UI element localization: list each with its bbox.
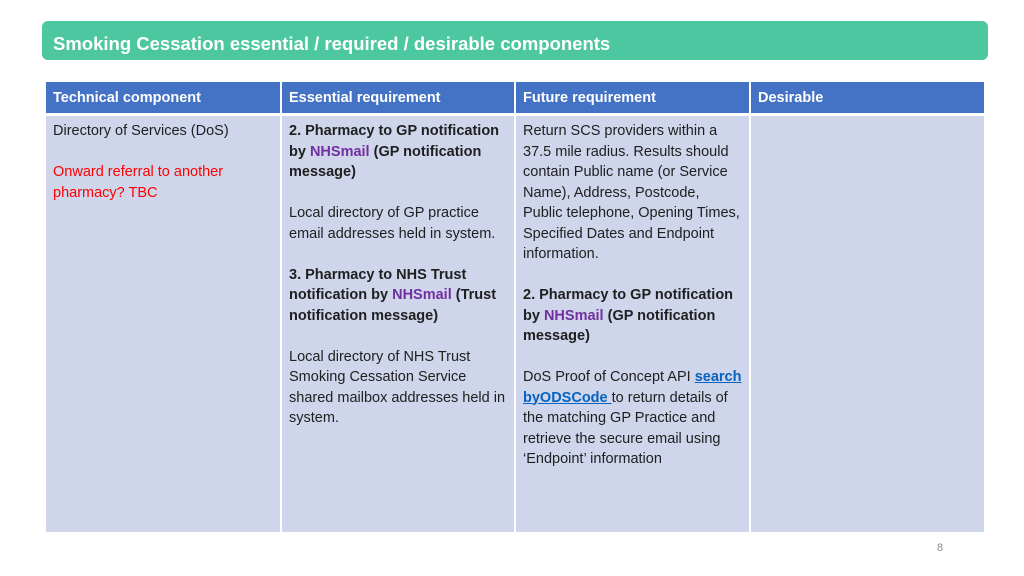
onward-referral-note: Onward referral to another pharmacy? TBC	[53, 164, 224, 201]
header-technical-component: Technical component	[46, 82, 281, 115]
cell-desirable	[750, 115, 984, 533]
header-future-requirement: Future requirement	[515, 82, 750, 115]
dos-label: Directory of Services (DoS)	[53, 123, 229, 139]
essential-gp-directory: Local directory of GP practice email addresses held in system.	[289, 205, 496, 242]
essential-trust-text-post: (Trust notification message)	[289, 287, 497, 324]
components-table	[46, 82, 984, 532]
essential-trust-notification	[289, 265, 507, 327]
cell-future	[515, 115, 750, 533]
cell-technical	[46, 115, 281, 533]
future-scs-providers: Return SCS providers within a 37.5 mile radius. Results should contain Public name (or Service Name), Address, Postcode, Public telephone, Opening Times, Specified Dates and Endpoint information.	[523, 123, 740, 262]
nhsmail-brand: NHSmail	[309, 143, 370, 160]
header-row	[46, 82, 984, 115]
nhsmail-brand: NHSmail	[392, 287, 452, 303]
search-by-ods-code-link[interactable]: search byODSCode	[523, 369, 742, 406]
table-row	[46, 115, 984, 533]
essential-gp-notification	[289, 121, 507, 183]
cell-essential	[281, 115, 515, 533]
essential-trust-directory: Local directory of NHS Trust Smoking Cessation Service shared mailbox addresses held in system.	[289, 348, 506, 426]
essential-gp-text-pre: 2. Pharmacy to GP notification by	[289, 123, 500, 160]
header-essential-requirement: Essential requirement	[281, 82, 515, 115]
future-gp-text-pre: 2. Pharmacy to GP notification by	[523, 287, 734, 324]
title-bar	[42, 21, 988, 60]
header-desirable: Desirable	[750, 82, 984, 115]
future-gp-notification	[523, 285, 742, 347]
page-number: 8	[937, 542, 944, 554]
slide-title: Smoking Cessation essential / required / desirable components	[53, 33, 611, 54]
essential-gp-text-post: (GP notification message)	[289, 143, 482, 180]
future-dos-api	[523, 367, 742, 470]
essential-trust-text-pre: 3. Pharmacy to NHS Trust notification by	[289, 266, 467, 303]
future-api-text-post: to return details of the matching GP Practice and retrieve the secure email using ‘Endpoint’ information	[523, 389, 728, 467]
future-gp-text-post: (GP notification message)	[523, 307, 716, 344]
future-api-text-pre: DoS Proof of Concept API	[523, 369, 695, 385]
nhsmail-brand: NHSmail	[543, 307, 604, 324]
